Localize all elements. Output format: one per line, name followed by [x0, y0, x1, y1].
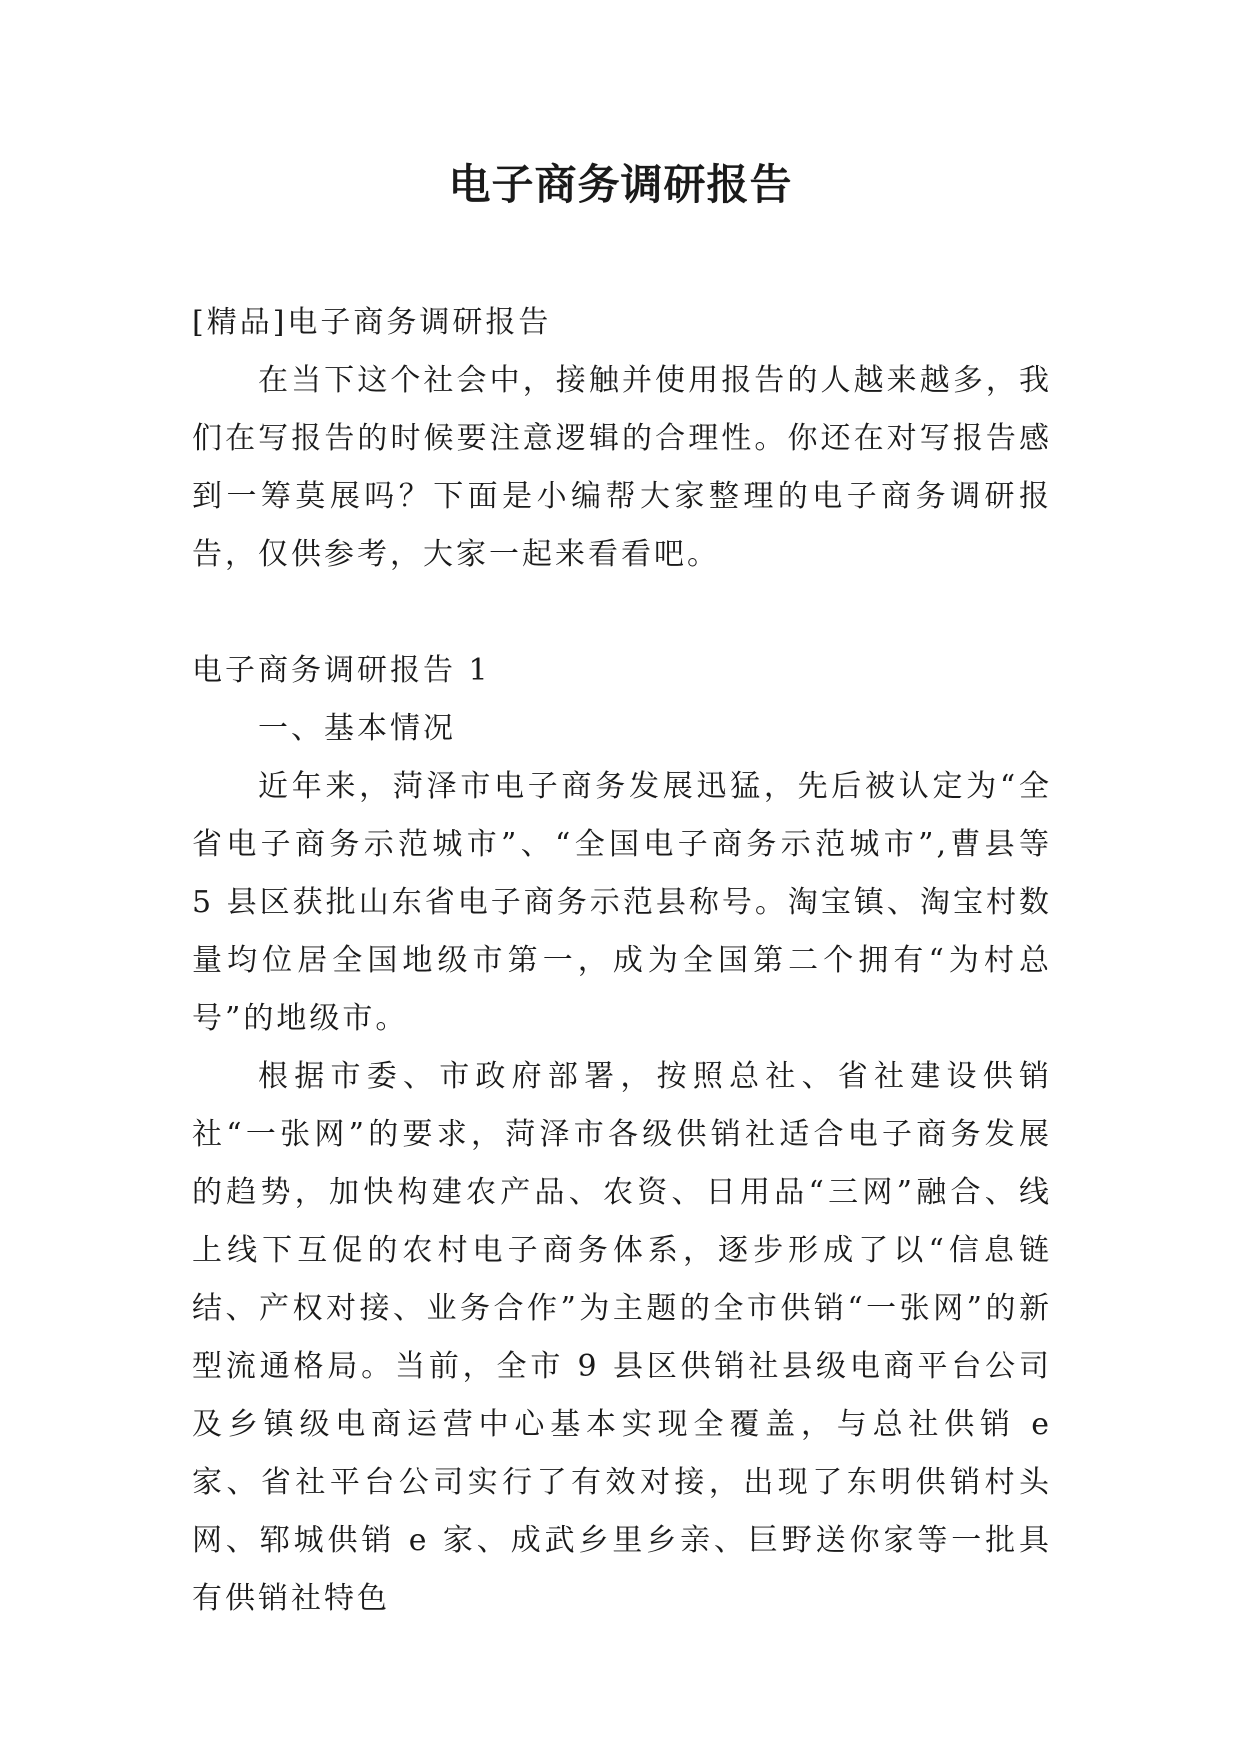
- intro-paragraph: 在当下这个社会中，接触并使用报告的人越来越多，我们在写报告的时候要注意逻辑的合理性。你还在对写报告感到一筹莫展吗？下面是小编帮大家整理的电子商务调研报告，仅供参考，大家一起来看看吧。: [192, 363, 1052, 572]
- body-paragraph-2: 根据市委、市政府部署，按照总社、省社建设供销社“一张网”的要求，菏泽市各级供销社适合电子商务发展的趋势，加快构建农产品、农资、日用品“三网”融合、线上线下互促的农村电子商务体系，逐步形成了以“信息链结、产权对接、业务合作”为主题的全市供销“一张网”的新型流通格局。当前，全市 9 县区供销社县级电商平台公司及乡镇级电商运营中心基本实现全覆盖，与总社供销 e 家、省社平台公司实行了有效对接，出现了东明供销村头网、郓城供销 e 家、成武乡里乡亲、巨野送你家等一批具有供销社特色: [192, 1059, 1052, 1616]
- document-title: 电子商务调研报告: [448, 160, 793, 209]
- section-title: 电子商务调研报告 1: [192, 653, 491, 688]
- section-heading: 一、基本情况: [258, 711, 456, 746]
- body-paragraph-1: 近年来，菏泽市电子商务发展迅猛，先后被认定为“全省电子商务示范城市”、“全国电子商务示范城市”,曹县等 5 县区获批山东省电子商务示范县称号。淘宝镇、淘宝村数量均位居全国地级市第一，成为全国第二个拥有“为村总号”的地级市。: [192, 769, 1052, 1036]
- document-body: [192, 294, 1052, 1628]
- document-subtitle: [精品]电子商务调研报告: [192, 305, 552, 340]
